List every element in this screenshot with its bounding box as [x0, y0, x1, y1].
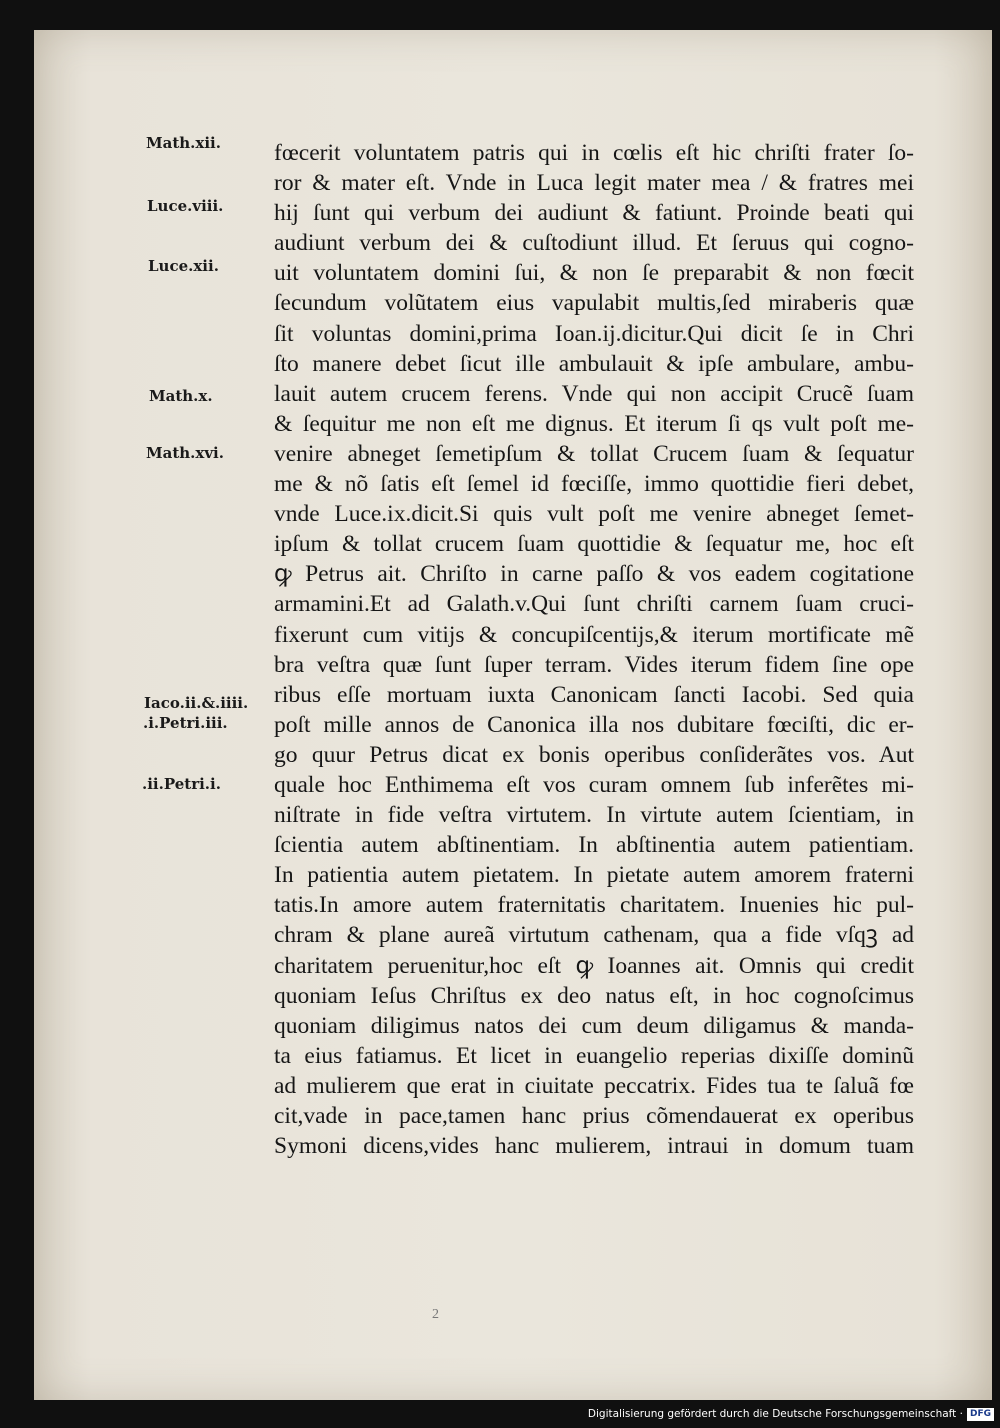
folio-mark: 2 [432, 1307, 439, 1322]
marginal-note: Luce.viii. [147, 197, 224, 215]
text-line: In patientia autem pietatem. In pietate autem amorem fraterni [274, 862, 914, 889]
marginal-note: .i.Petri.iii. [143, 714, 228, 732]
book-page [34, 30, 992, 1400]
dfg-logo-icon: DFG [967, 1408, 994, 1421]
text-line: ſecundum volũtatem eius vapulabit multis,ſed miraberis quæ [274, 290, 914, 317]
text-line: lauit autem crucem ferens. Vnde qui non accipit Crucẽ ſuam [274, 380, 914, 407]
text-line: ror & mater eſt. Vnde in Luca legit mater mea / & fratres mei [274, 170, 914, 197]
text-line: cit,vade in pace,tamen hanc prius cõmendauerat ex operibus [274, 1103, 914, 1129]
text-line: audiunt verbum dei & cuſtodiunt illud. Et ſeruus qui cogno- [274, 230, 914, 257]
marginal-note: Math.x. [149, 387, 213, 405]
text-line: quale hoc Enthimema eſt vos curam omnem ſub inferẽtes mi- [274, 771, 914, 798]
text-line: ꝙ Petrus ait. Chriſto in carne paſſo & vos eadem cogitatione [274, 561, 914, 588]
text-line: ſit voluntas domini,prima Ioan.ij.dicitur.Qui dicit ſe in Chri [274, 320, 914, 347]
credit-text: Digitalisierung gefördert durch die Deutsche Forschungsgemeinschaft · [587, 1408, 963, 1420]
text-line: venire abneget ſemetipſum & tollat Crucem ſuam & ſequatur [274, 440, 914, 467]
marginal-note: Luce.xii. [148, 257, 219, 275]
text-line: bra veſtra quæ ſunt ſuper terram. Vides iterum fidem ſine ope [274, 651, 914, 678]
text-line: fixerunt cum vitijs & concupiſcentijs,& iterum mortificate mẽ [274, 621, 914, 648]
text-line: niſtrate in fide veſtra virtutem. In virtute autem ſcientiam, in [274, 802, 914, 829]
text-line: vnde Luce.ix.dicit.Si quis vult poſt me venire abneget ſemet- [274, 501, 914, 528]
marginal-note: .ii.Petri.i. [142, 775, 221, 793]
text-line: ribus eſſe mortuam iuxta Canonicam ſancti Iacobi. Sed quia [274, 681, 914, 708]
text-line: & ſequitur me non eſt me dignus. Et iterum ſi qs vult poſt me- [274, 410, 914, 437]
text-line: poſt mille annos de Canonica illa nos dubitare fœciſti, dic er- [274, 711, 914, 738]
text-line: fœcerit voluntatem patris qui in cœlis eſt hic chriſti frater ſo- [274, 140, 914, 166]
text-line: tatis.In amore autem fraternitatis charitatem. Inuenies hic pul- [274, 892, 914, 919]
text-line: uit voluntatem domini ſui, & non ſe preparabit & non fœcit [274, 260, 914, 287]
text-line: chram & plane aureã virtutum cathenam, qua a fide vſqꝫ ad [274, 922, 914, 949]
text-line: charitatem peruenitur,hoc eſt ꝙ Ioannes ait. Omnis qui credit [274, 952, 914, 979]
text-line: ad mulierem que erat in ciuitate peccatrix. Fides tua te ſaluã fœ [274, 1072, 914, 1099]
marginal-note: Iaco.ii.&.iiii. [144, 694, 249, 712]
text-line: Symoni dicens,vides hanc mulierem, intraui in domum tuam [274, 1133, 914, 1160]
text-line: go quur Petrus dicat ex bonis operibus conſiderãtes vos. Aut [274, 741, 914, 768]
text-line: ſto manere debet ſicut ille ambulauit & ipſe ambulare, ambu- [274, 350, 914, 377]
text-line: me & nõ ſatis eſt ſemel id fœciſſe, immo quottidie fieri debet, [274, 471, 914, 498]
marginal-note: Math.xvi. [146, 444, 224, 462]
marginal-note: Math.xii. [146, 134, 221, 152]
body-text [274, 138, 914, 1161]
text-line: armamini.Et ad Galath.v.Qui ſunt chriſti carnem ſuam cruci- [274, 591, 914, 618]
text-line: hij ſunt qui verbum dei audiunt & fatiunt. Proinde beati qui [274, 200, 914, 227]
text-line: ſcientia autem abſtinentiam. In abſtinentia autem patientiam. [274, 832, 914, 859]
text-line: ta eius fatiamus. Et licet in euangelio reperias dixiſſe dominũ [274, 1042, 914, 1069]
text-line: quoniam Ieſus Chriſtus ex deo natus eſt, in hoc cognoſcimus [274, 982, 914, 1009]
digitization-credit [588, 1406, 994, 1422]
text-line: quoniam diligimus natos dei cum deum diligamus & manda- [274, 1012, 914, 1039]
text-line: ipſum & tollat crucem ſuam quottidie & ſequatur me, hoc eſt [274, 531, 914, 558]
